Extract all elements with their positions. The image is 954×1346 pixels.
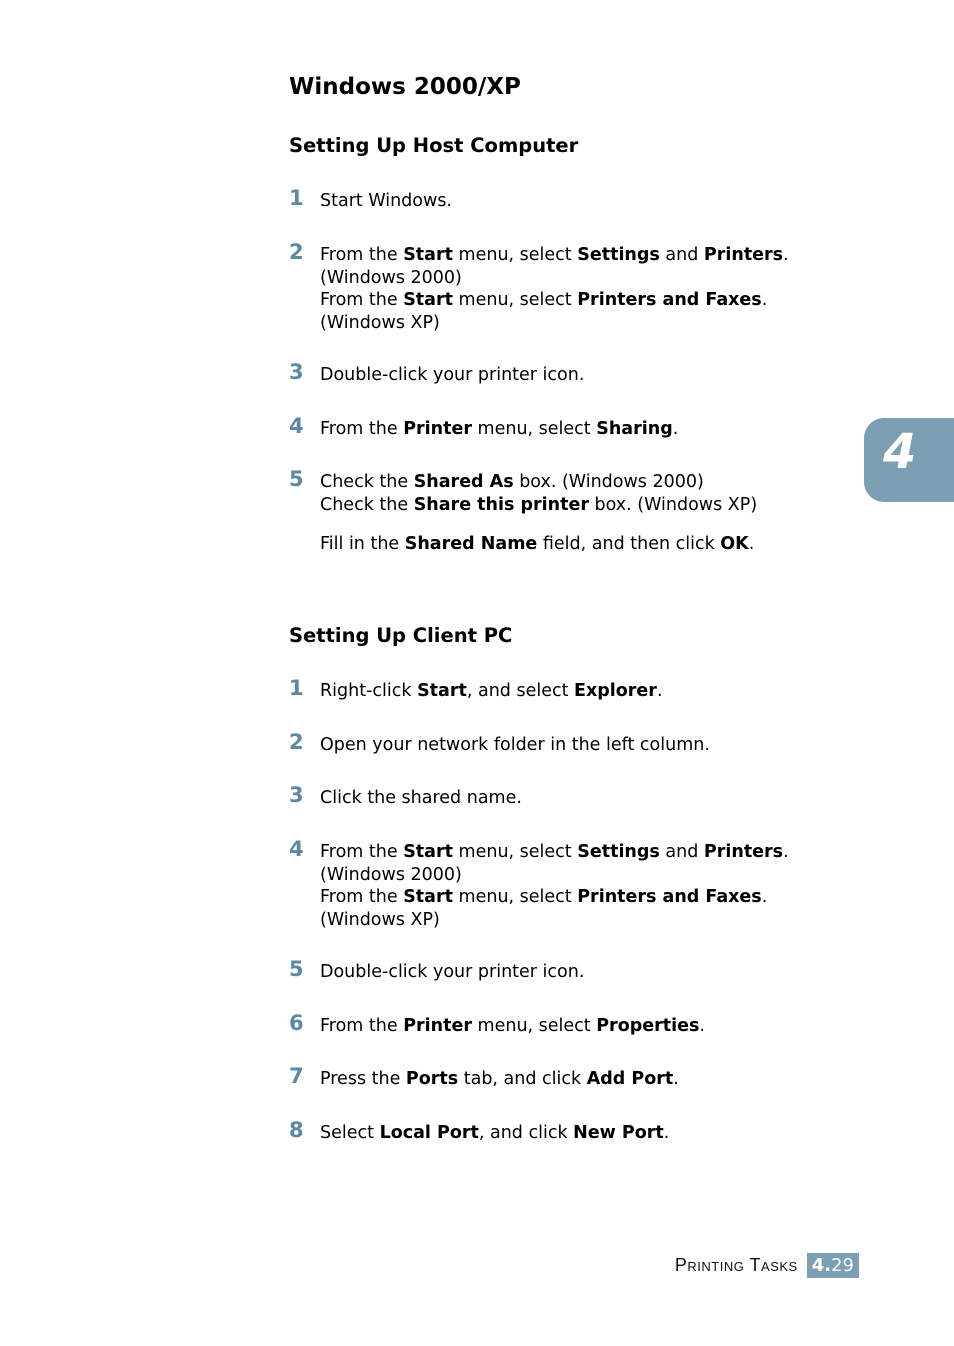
step-line: [320, 364, 849, 387]
ui-term: Shared As: [413, 472, 514, 492]
host-step-2: [289, 240, 849, 335]
ui-term: Start: [417, 681, 467, 701]
step-text-run: Check the: [320, 494, 414, 515]
client-step-5: [289, 957, 849, 984]
step-text-run: Start Windows.: [320, 191, 452, 211]
step-number: 1: [289, 676, 304, 700]
step-text-run: Check the: [320, 472, 414, 492]
ui-term: OK: [720, 534, 749, 555]
step-text-run: menu, select: [471, 1016, 597, 1036]
step-number: 5: [289, 467, 304, 491]
step-number: 1: [289, 186, 304, 210]
host-step-1: [289, 186, 849, 213]
ui-term: Sharing: [596, 419, 673, 439]
step-text-run: Right-click: [320, 681, 418, 701]
section-heading-client: Setting Up Client PC: [289, 624, 513, 647]
page-footer: [675, 1253, 859, 1278]
step-text-run: (Windows XP): [320, 910, 440, 931]
ui-term: Start: [403, 887, 453, 908]
step-text-run: Press the: [320, 1069, 406, 1089]
step-text-run: (Windows 2000): [320, 267, 462, 288]
step-line: [320, 289, 849, 312]
step-text-run: menu, select: [471, 419, 597, 439]
step-line: [320, 680, 849, 703]
ui-term: Start: [403, 245, 453, 265]
ui-term: New Port: [573, 1123, 664, 1143]
step-line: [320, 909, 849, 932]
ui-term: Printers: [703, 245, 784, 265]
page-number-badge: [807, 1253, 859, 1278]
step-text-run: box. (Windows 2000): [513, 472, 704, 492]
step-number: 7: [289, 1064, 304, 1088]
step-line: [320, 312, 849, 335]
step-text: [320, 1122, 849, 1145]
step-line: [320, 471, 849, 494]
step-line: [320, 533, 849, 556]
ui-term: Start: [403, 842, 453, 862]
step-line: [320, 864, 849, 887]
step-number: 2: [289, 730, 304, 754]
host-step-3: [289, 360, 849, 387]
step-text-run: From the: [320, 842, 404, 862]
step-text-run: menu, select: [452, 245, 578, 265]
step-text-run: box. (Windows XP): [588, 494, 758, 515]
client-step-3: [289, 783, 849, 810]
step-line: [320, 267, 849, 290]
step-line: [320, 1068, 849, 1091]
step-line: [320, 244, 849, 267]
step-text-run: .: [748, 534, 755, 555]
step-text: [320, 734, 849, 757]
step-number: 4: [289, 414, 304, 438]
ui-term: Share this printer: [413, 494, 589, 515]
step-text-run: .: [783, 842, 789, 862]
step-text-run: .: [673, 1069, 679, 1089]
step-text-run: .: [761, 887, 768, 908]
step-text-run: menu, select: [452, 290, 578, 311]
chapter-tab-number: 4: [883, 424, 917, 480]
step-line: [320, 961, 849, 984]
page-number-chapter: 4.: [811, 1255, 832, 1276]
step-text-run: Select: [320, 1123, 380, 1143]
ui-term: Ports: [405, 1069, 459, 1089]
chapter-tab: [864, 418, 954, 502]
step-text-run: Fill in the: [320, 534, 405, 555]
ui-term: Add Port: [586, 1069, 674, 1089]
step-line: [320, 494, 849, 517]
step-number: 6: [289, 1011, 304, 1035]
step-text: [320, 418, 849, 441]
client-step-1: [289, 676, 849, 703]
client-step-7: [289, 1064, 849, 1091]
step-text-run: From the: [320, 290, 404, 311]
ui-term: Shared Name: [404, 534, 538, 555]
ui-term: Printer: [403, 1016, 472, 1036]
page-number: 29: [831, 1255, 854, 1276]
page-title: Windows 2000/XP: [289, 74, 521, 100]
step-number: 8: [289, 1118, 304, 1142]
ui-term: Settings: [577, 842, 660, 862]
ui-term: Printer: [403, 419, 472, 439]
step-line: [320, 1015, 849, 1038]
step-text-run: From the: [320, 1016, 404, 1036]
step-text-run: Click the shared name.: [320, 788, 522, 808]
step-text: [320, 680, 849, 703]
step-text-run: .: [663, 1123, 670, 1143]
step-text-run: From the: [320, 245, 404, 265]
section-heading-host: Setting Up Host Computer: [289, 134, 579, 157]
step-text-run: .: [672, 419, 679, 439]
step-number: 2: [289, 240, 304, 264]
step-text-run: tab, and click: [458, 1069, 587, 1089]
step-text-run: .: [699, 1016, 705, 1036]
step-text-run: From the: [320, 887, 404, 908]
step-text: [320, 1068, 849, 1091]
footer-chapter-title: Printing Tasks: [674, 1255, 798, 1275]
step-line: [320, 841, 849, 864]
step-text-run: field, and then click: [537, 534, 721, 555]
ui-term: Printers and Faxes: [577, 887, 762, 908]
step-number: 3: [289, 360, 304, 384]
step-number: 5: [289, 957, 304, 981]
step-text-run: (Windows 2000): [320, 864, 462, 885]
ui-term: Properties: [596, 1016, 700, 1036]
step-line: [320, 1122, 849, 1145]
step-line: [320, 886, 849, 909]
step-text-run: menu, select: [452, 887, 578, 908]
step-text-run: and: [659, 245, 704, 265]
step-text-run: and: [659, 842, 704, 862]
client-step-8: [289, 1118, 849, 1145]
client-step-4: [289, 837, 849, 932]
step-text: [320, 787, 849, 810]
step-text: [320, 364, 849, 387]
step-number: 4: [289, 837, 304, 861]
step-text: [320, 244, 849, 335]
ui-term: Local Port: [379, 1123, 479, 1143]
step-text-run: Open your network folder in the left column.: [320, 735, 710, 755]
step-text-run: .: [656, 681, 663, 701]
step-text: [320, 471, 849, 556]
step-text: [320, 841, 849, 932]
ui-term: Settings: [577, 245, 660, 265]
host-step-5: [289, 467, 849, 556]
step-text-run: , and select: [466, 681, 575, 701]
ui-term: Explorer: [574, 681, 657, 701]
step-text-run: Double-click your printer icon.: [320, 365, 585, 385]
step-text-run: Double-click your printer icon.: [320, 962, 585, 982]
host-step-4: [289, 414, 849, 441]
step-text-run: From the: [320, 419, 404, 439]
step-text: [320, 1015, 849, 1038]
step-text-run: .: [783, 245, 789, 265]
step-text: [320, 190, 849, 213]
step-text: [320, 961, 849, 984]
step-text-run: .: [761, 290, 768, 311]
step-line: [320, 418, 849, 441]
ui-term: Printers: [703, 842, 784, 862]
step-text-run: , and click: [478, 1123, 574, 1143]
ui-term: Start: [403, 290, 453, 311]
step-line: [320, 734, 849, 757]
step-number: 3: [289, 783, 304, 807]
client-step-6: [289, 1011, 849, 1038]
ui-term: Printers and Faxes: [577, 290, 762, 311]
client-step-2: [289, 730, 849, 757]
step-text-run: (Windows XP): [320, 313, 440, 334]
step-line: [320, 787, 849, 810]
step-line: [320, 190, 849, 213]
step-text-run: menu, select: [452, 842, 578, 862]
